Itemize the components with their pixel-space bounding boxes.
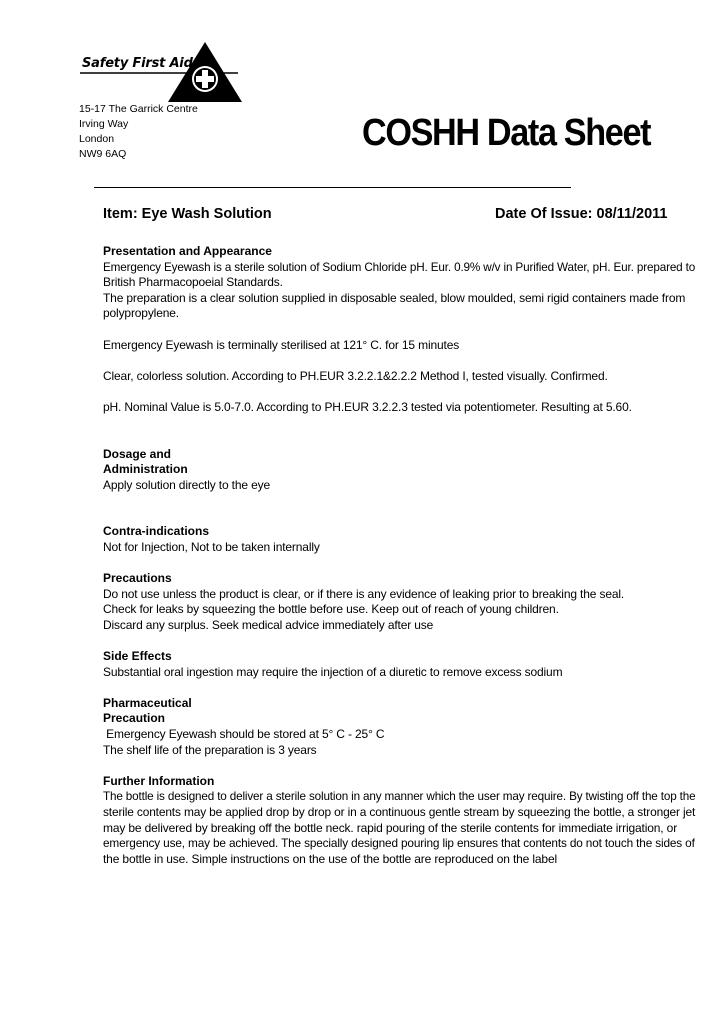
logo-brand-text: Safety First Aid [82, 56, 193, 71]
body-text: Apply solution directly to the eye [103, 477, 270, 492]
section-heading-precautions: Precautions [103, 571, 172, 586]
body-text: The shelf life of the preparation is 3 years [103, 742, 317, 757]
body-text: emergency use, may be achieved. The specially designed pouring lip ensures that contents do not touch the sides of [103, 836, 695, 851]
section-heading-pharmaceutical: Pharmaceutical [103, 695, 192, 710]
section-heading-administration: Administration [103, 462, 188, 477]
body-text: Emergency Eyewash is terminally sterilised at 121° C. for 15 minutes [103, 337, 460, 352]
document-title: COSHH Data Sheet [362, 112, 651, 154]
section-heading-presentation: Presentation and Appearance [103, 244, 272, 258]
address-line: NW9 6AQ [79, 148, 127, 160]
body-text: Emergency Eyewash should be stored at 5° C - 25° C [103, 727, 385, 742]
body-text: pH. Nominal Value is 5.0-7.0. According to PH.EUR 3.2.2.3 tested via potentiometer. Resulting at 5.60. [103, 399, 632, 414]
body-text: the bottle in use. Simple instructions on the use of the bottle are reproduced on the label [103, 851, 557, 866]
body-text: Check for leaks by squeezing the bottle before use. Keep out of reach of young children. [103, 602, 559, 617]
date-of-issue: Date Of Issue: 08/11/2011 [495, 206, 668, 222]
item-name: Item: Eye Wash Solution [103, 206, 272, 222]
body-text: The preparation is a clear solution supplied in disposable sealed, blow moulded, semi rigid containers made from [103, 290, 686, 305]
body-text: sterile contents may be applied drop by drop or in a continuous gentle stream by squeezing the bottle, a stronger jet [103, 805, 696, 819]
body-text: may be delivered by breaking off the bottle neck. rapid pouring of the sterile contents for immediate irrigation, or [103, 820, 678, 835]
section-heading-dosage: Dosage and [103, 446, 172, 461]
company-address [79, 102, 198, 162]
section-heading-contra-indications: Contra-indications [103, 524, 210, 539]
first-aid-triangle-icon [78, 40, 248, 104]
section-heading-side-effects: Side Effects [103, 649, 172, 664]
body-text: Do not use unless the product is clear, or if there is any evidence of leaking prior to breaking the seal. [103, 586, 625, 601]
body-text: polypropylene. [103, 306, 179, 321]
document-body [103, 244, 696, 867]
company-logo [78, 40, 248, 104]
address-line: London [79, 133, 115, 145]
body-text: Emergency Eyewash is a sterile solution of Sodium Chloride pH. Eur. 0.9% w/v in Purified Water, pH. Eur. prepared to [103, 259, 696, 274]
body-text: Clear, colorless solution. According to PH.EUR 3.2.2.1&2.2.2 Method I, tested visually. Confirmed. [103, 368, 608, 383]
body-text: Not for Injection, Not to be taken internally [103, 539, 320, 554]
body-text: British Pharmacopoeial Standards. [103, 275, 283, 290]
section-heading-precaution: Precaution [103, 711, 166, 726]
body-text: Substantial oral ingestion may require the injection of a diuretic to remove excess sodium [103, 664, 563, 679]
section-heading-further-information: Further Information [103, 773, 215, 788]
address-line: 15-17 The Garrick Centre [79, 103, 198, 115]
body-text: Discard any surplus. Seek medical advice immediately after use [103, 617, 434, 632]
header-divider [94, 187, 571, 188]
address-line: Irving Way [79, 118, 129, 130]
body-text: The bottle is designed to deliver a sterile solution in any manner which the user may require. By twisting off the top the [103, 789, 696, 804]
